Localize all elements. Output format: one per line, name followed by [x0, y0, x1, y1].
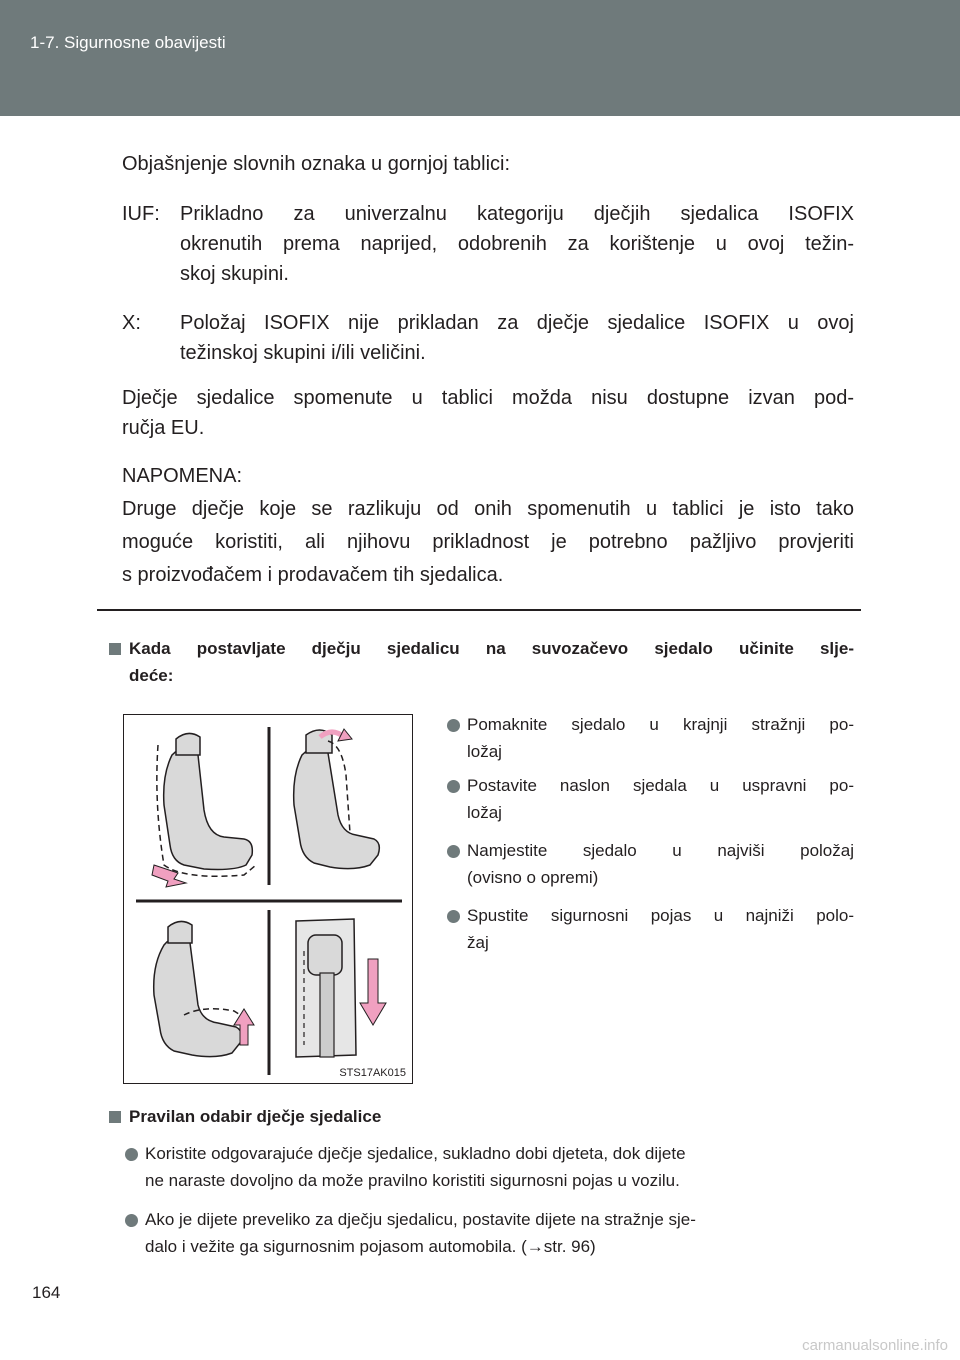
instruction-line: ne naraste dovoljno da može pravilno koristiti sigurnosni pojas u vozilu.	[145, 1171, 680, 1190]
bullet-icon	[125, 1148, 138, 1161]
iuf-term: IUF:	[122, 203, 160, 225]
bullet-icon	[447, 719, 460, 732]
seat-back-upright-icon	[294, 729, 380, 869]
seat-diagram	[124, 715, 411, 1082]
section-heading: Pravilan odabir dječje sjedalice	[129, 1107, 382, 1126]
bullet-icon	[447, 910, 460, 923]
section-divider	[97, 609, 861, 611]
seat-raise-icon	[154, 921, 254, 1056]
note-line: Druge dječje koje se razlikuju od onih spomenutih u tablici je isto tako	[122, 498, 854, 520]
note-line: moguće koristiti, ali njihovu prikladnost je potrebno pažljivo provjeriti	[122, 531, 854, 553]
square-bullet-icon	[109, 1111, 121, 1123]
instruction-line: Koristite odgovarajuće dječje sjedalice, sukladno dobi djeteta, dok dijete	[145, 1144, 686, 1163]
instruction-line: Postavite naslon sjedala u uspravni po-	[467, 776, 854, 795]
figure-code: STS17AK015	[339, 1067, 406, 1079]
bullet-icon	[125, 1214, 138, 1227]
bullet-icon	[447, 780, 460, 793]
x-definition-line: težinskoj skupini i/ili veličini.	[180, 342, 426, 364]
section-title: 1-7. Sigurnosne obavijesti	[30, 33, 226, 52]
eu-note-line: ručja EU.	[122, 417, 205, 439]
iuf-definition-line: Prikladno za univerzalnu kategoriju dječjih sjedalica ISOFIX	[180, 203, 854, 225]
iuf-definition-line: okrenutih prema naprijed, odobrenih za korištenje u ovoj težin-	[180, 233, 854, 255]
instruction-line: žaj	[467, 933, 489, 952]
instruction-line: dalo i vežite ga sigurnosnim pojasom automobila. (→str. 96)	[145, 1237, 596, 1256]
square-bullet-icon	[109, 643, 121, 655]
seat-adjustment-illustration	[123, 714, 413, 1084]
eu-note-line: Dječje sjedalice spomenute u tablici možda nisu dostupne izvan pod-	[122, 387, 854, 409]
instruction-line: ložaj	[467, 803, 502, 822]
x-term: X:	[122, 312, 141, 334]
instruction-line: ložaj	[467, 742, 502, 761]
x-definition-line: Položaj ISOFIX nije prikladan za dječje sjedalice ISOFIX u ovoj	[180, 312, 854, 334]
note-line: s proizvođačem i prodavačem tih sjedalica.	[122, 564, 504, 586]
instruction-line: Ako je dijete preveliko za dječju sjedalicu, postavite dijete na stražnje sje-	[145, 1210, 696, 1229]
instruction-line: (ovisno o opremi)	[467, 868, 599, 887]
seat-slide-back-icon	[152, 733, 256, 887]
section-heading: Kada postavljate dječju sjedalicu na suvozačevo sjedalo učinite slje-	[129, 639, 854, 658]
bullet-icon	[447, 845, 460, 858]
page-header	[0, 0, 960, 116]
instruction-line: Namjestite sjedalo u najviši položaj	[467, 841, 854, 860]
watermark: carmanualsonline.info	[802, 1337, 948, 1354]
page-number: 164	[32, 1283, 61, 1302]
intro-line: Objašnjenje slovnih oznaka u gornjoj tablici:	[122, 153, 511, 175]
iuf-definition-line: skoj skupini.	[180, 263, 289, 285]
seat-belt-lower-icon	[296, 919, 386, 1057]
section-heading: deće:	[129, 666, 174, 685]
instruction-line: Spustite sigurnosni pojas u najniži polo-	[467, 906, 854, 925]
note-title: NAPOMENA:	[122, 465, 243, 487]
instruction-line: Pomaknite sjedalo u krajnji stražnji po-	[467, 715, 854, 734]
